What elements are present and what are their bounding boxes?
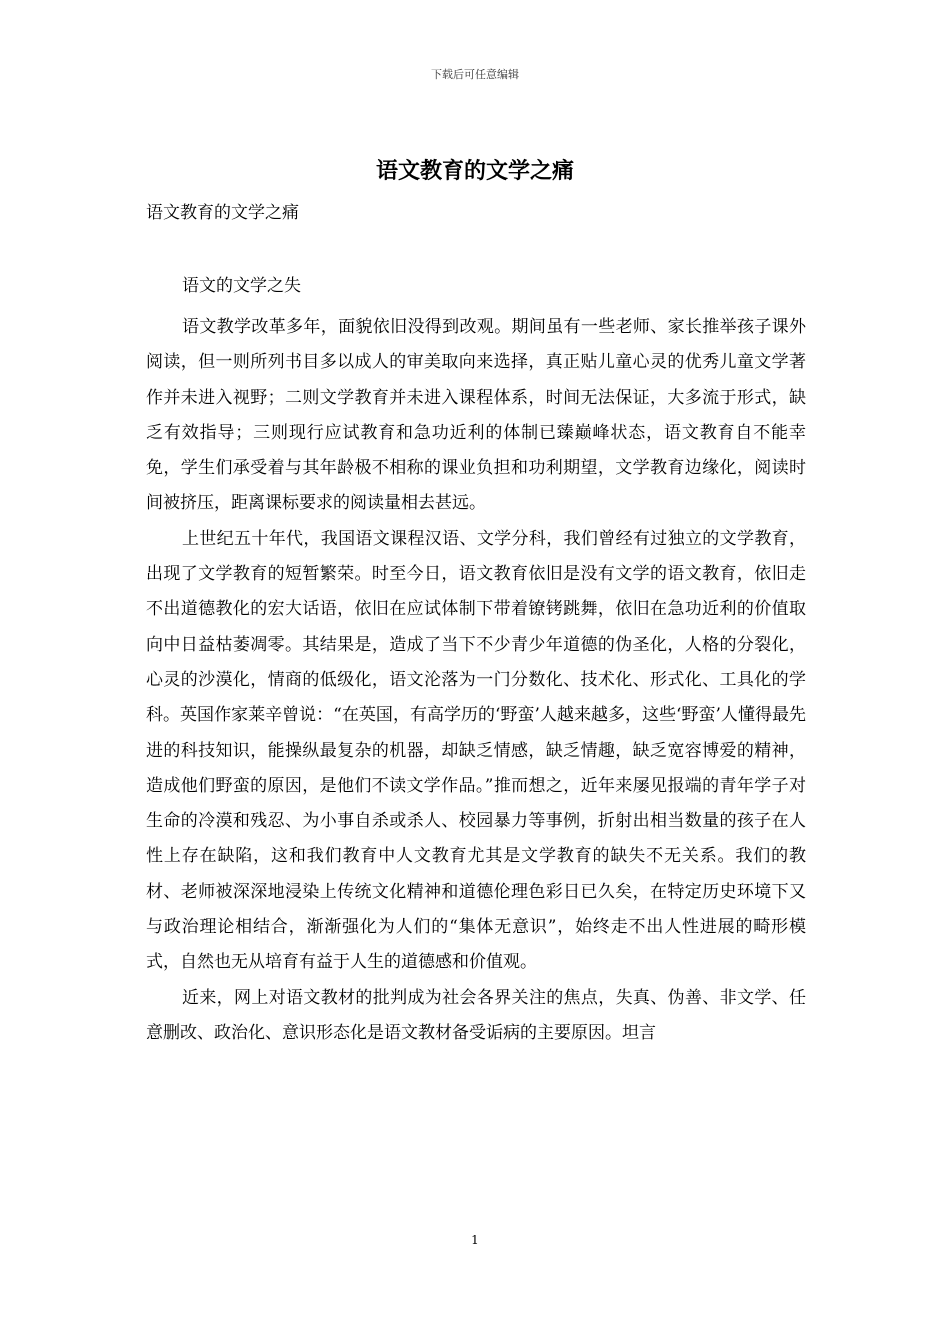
page-number: 1 (471, 1233, 479, 1247)
section-heading: 语文的文学之失 (182, 276, 301, 296)
paragraph-2: 上世纪五十年代，我国语文课程汉语、文学分科，我们曾经有过独立的文学教育，出现了文学教育的短暂繁荣。时至今日，语文教育依旧是没有文学的语文教育，依旧走不出道德教化的宏大话语，依旧在应试体制下带着镣铐跳舞，依旧在急功近利的价值取向中日益枯萎凋零。其结果是，造成了当下不少青少年道德的伪圣化，人格的分裂化，心灵的沙漠化，情商的低级化，语文沦落为一门分数化、技术化、形式化、工具化的学科。英国作家莱辛曾说：“在英国，有高学历的‘野蛮’人越来越多，这些‘野蛮’人懂得最先进的科技知识，能操纵最复杂的机器，却缺乏情感，缺乏情趣，缺乏宽容博爱的精神，造成他们野蛮的原因，是他们不读文学作品。”推而想之，近年来屡见报端的青年学子对生命的冷漠和残忍、为小事自杀或杀人、校园暴力等事例，折射出相当数量的孩子在人性上存在缺陷，这和我们教育中人文教育尤其是文学教育的缺失不无关系。我们的教材、老师被深深地浸染上传统文化精神和道德伦理色彩日已久矣，在特定历史环境下又与政治理论相结合，渐渐强化为人们的“集体无意识”，始终走不出人性进展的畸形模式，自然也无从培育有益于人生的道德感和价值观。 (146, 528, 806, 973)
paragraph-3: 近来，网上对语文教材的批判成为社会各界关注的焦点，失真、伪善、非文学、任意删改、政治化、意识形态化是语文教材备受诟病的主要原因。坦言 (146, 987, 806, 1043)
document-title: 语文教育的文学之痛 (375, 158, 574, 184)
header-note: 下载后可任意编辑 (431, 68, 519, 81)
paragraph-1: 语文教学改革多年，面貌依旧没得到改观。期间虽有一些老师、家长推举孩子课外阅读，但一则所列书目多以成人的审美取向来选择，真正贴儿童心灵的优秀儿童文学著作并未进入视野；二则文学教育并未进入课程体系，时间无法保证，大多流于形式，缺乏有效指导；三则现行应试教育和急功近利的体制已臻巅峰状态，语文教育自不能幸免，学生们承受着与其年龄极不相称的课业负担和功利期望，文学教育边缘化，阅读时间被挤压，距离课标要求的阅读量相去甚远。 (146, 317, 806, 514)
document-subtitle: 语文教育的文学之痛 (146, 203, 299, 223)
body-text (146, 310, 806, 1051)
